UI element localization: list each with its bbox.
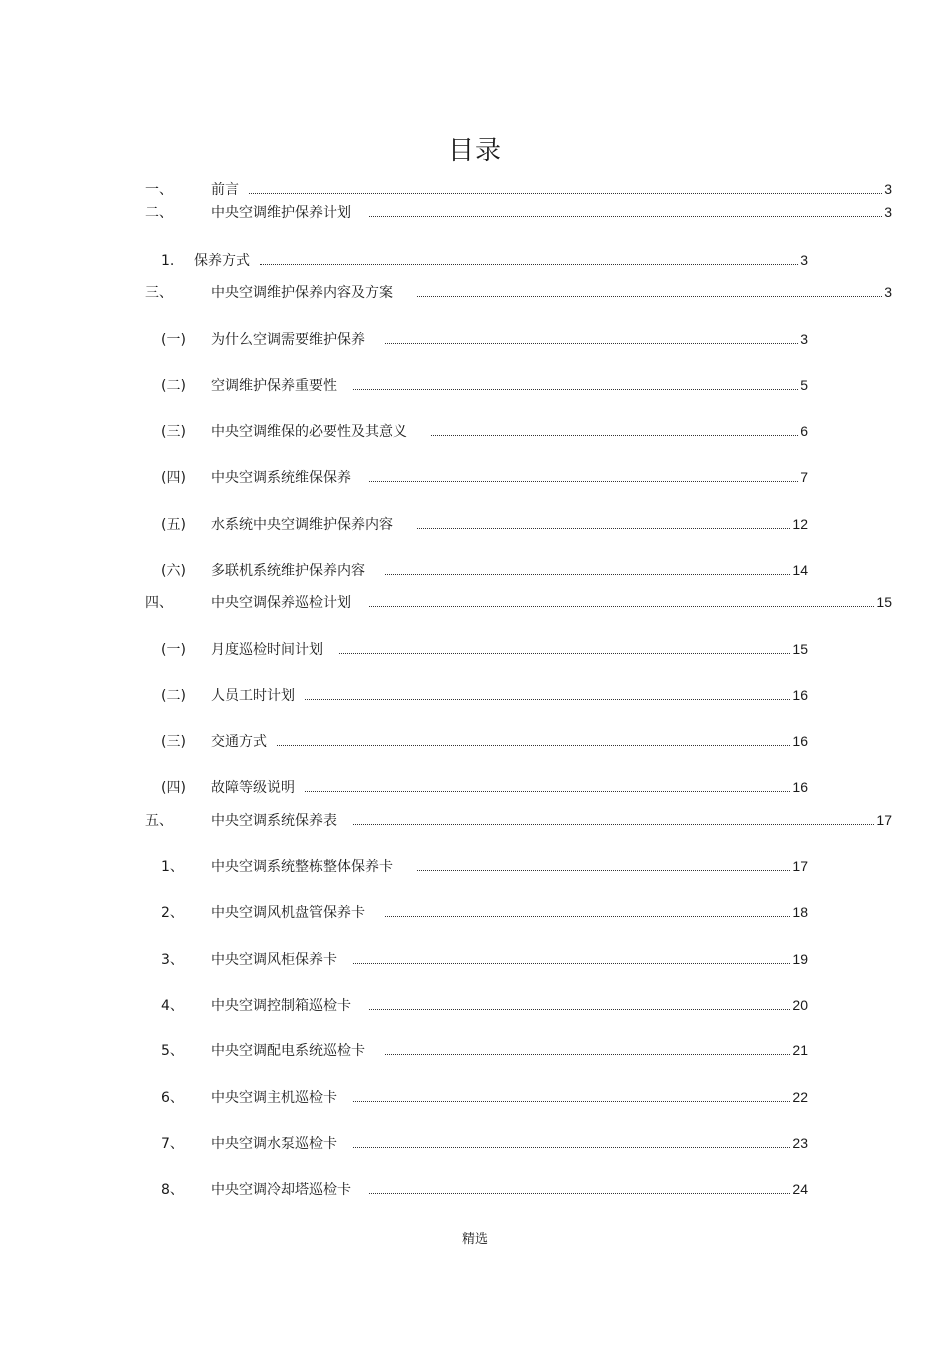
toc-leader	[249, 179, 882, 194]
toc-label: 前言	[211, 182, 239, 198]
toc-page: 5	[800, 377, 808, 393]
toc-leader	[431, 421, 798, 436]
toc-number: 四、	[145, 595, 173, 611]
toc-leader	[305, 685, 790, 700]
toc-leader	[353, 1087, 790, 1102]
toc-leader	[385, 329, 798, 344]
toc-number: 1.	[161, 253, 175, 269]
toc-leader	[369, 1179, 790, 1194]
toc-label: 中央空调配电系统巡检卡	[211, 1043, 365, 1059]
toc-entry[interactable]	[161, 1133, 808, 1153]
toc-page: 3	[884, 284, 892, 300]
toc-entry[interactable]	[161, 949, 808, 969]
toc-leader	[260, 250, 798, 265]
toc-number: 二、	[145, 205, 173, 221]
toc-entry[interactable]	[161, 1040, 808, 1060]
toc-label: 保养方式	[194, 253, 250, 269]
toc-number: 8、	[161, 1182, 184, 1198]
toc-entry[interactable]	[161, 375, 808, 395]
toc-leader	[385, 560, 790, 575]
toc-label: 月度巡检时间计划	[211, 642, 323, 658]
toc-page: 20	[792, 997, 808, 1013]
toc-label: 中央空调主机巡检卡	[211, 1090, 337, 1106]
toc-leader	[353, 375, 798, 390]
toc-page: 19	[792, 951, 808, 967]
toc-entry[interactable]	[161, 995, 808, 1015]
toc-entry[interactable]	[161, 560, 808, 580]
toc-label: 中央空调保养巡检计划	[211, 595, 351, 611]
toc-page: 16	[792, 687, 808, 703]
toc-leader	[369, 592, 874, 607]
toc-page: 23	[792, 1135, 808, 1151]
toc-page: 3	[884, 204, 892, 220]
toc-label: 多联机系统维护保养内容	[211, 563, 365, 579]
toc-number: 1、	[161, 859, 184, 875]
toc-number: 6、	[161, 1090, 184, 1106]
toc-page: 14	[792, 562, 808, 578]
toc-page: 24	[792, 1181, 808, 1197]
toc-label: 为什么空调需要维护保养	[211, 332, 365, 348]
toc-entry[interactable]	[161, 777, 808, 797]
toc-leader	[339, 639, 790, 654]
toc-label: 交通方式	[211, 734, 267, 750]
toc-leader	[369, 995, 790, 1010]
toc-page: 18	[792, 904, 808, 920]
toc-number: (二)	[161, 378, 186, 394]
toc-number: (四)	[161, 470, 186, 486]
toc-leader	[353, 1133, 790, 1148]
toc-leader	[369, 467, 798, 482]
toc-page: 22	[792, 1089, 808, 1105]
toc-label: 空调维护保养重要性	[211, 378, 337, 394]
toc-entry[interactable]	[145, 592, 892, 612]
toc-page: 3	[884, 181, 892, 197]
toc-page: 17	[876, 812, 892, 828]
toc-entry[interactable]	[161, 1087, 808, 1107]
toc-number: 5、	[161, 1043, 184, 1059]
toc-page: 6	[800, 423, 808, 439]
toc-entry[interactable]	[145, 810, 892, 830]
toc-label: 中央空调冷却塔巡检卡	[211, 1182, 351, 1198]
toc-entry[interactable]	[145, 202, 892, 222]
toc-leader	[277, 731, 790, 746]
toc-number: 一、	[145, 182, 173, 198]
toc-entry[interactable]	[161, 856, 808, 876]
toc-number: 2、	[161, 905, 184, 921]
toc-number: 五、	[145, 813, 173, 829]
toc-label: 中央空调水泵巡检卡	[211, 1136, 337, 1152]
toc-leader	[417, 282, 882, 297]
toc-number: 三、	[145, 285, 173, 301]
toc-entry[interactable]	[161, 421, 808, 441]
toc-leader	[385, 1040, 790, 1055]
page-footer: 精选	[461, 1232, 488, 1247]
toc-page: 21	[792, 1042, 808, 1058]
toc-number: (六)	[161, 563, 186, 579]
toc-entry[interactable]	[161, 467, 808, 487]
toc-entry[interactable]	[161, 685, 808, 705]
toc-entry[interactable]	[161, 731, 808, 751]
toc-number: (二)	[161, 688, 186, 704]
toc-number: (一)	[161, 642, 186, 658]
toc-label: 水系统中央空调维护保养内容	[211, 517, 393, 533]
toc-entry[interactable]	[161, 514, 808, 534]
toc-page: 17	[792, 858, 808, 874]
toc-number: 3、	[161, 952, 184, 968]
toc-number: (一)	[161, 332, 186, 348]
toc-entry[interactable]	[145, 282, 892, 302]
toc-entry[interactable]	[161, 902, 808, 922]
toc-number: 7、	[161, 1136, 184, 1152]
toc-page: 12	[792, 516, 808, 532]
toc-leader	[385, 902, 790, 917]
toc-page: 16	[792, 779, 808, 795]
toc-number: (三)	[161, 424, 186, 440]
toc-label: 故障等级说明	[211, 780, 295, 796]
toc-number: (三)	[161, 734, 186, 750]
toc-leader	[353, 810, 874, 825]
toc-leader	[417, 856, 790, 871]
toc-label: 中央空调系统维保保养	[211, 470, 351, 486]
toc-label: 中央空调控制箱巡检卡	[211, 998, 351, 1014]
toc-page: 7	[800, 469, 808, 485]
toc-number: (四)	[161, 780, 186, 796]
toc-number: (五)	[161, 517, 186, 533]
toc-label: 人员工时计划	[211, 688, 295, 704]
toc-entry[interactable]	[161, 250, 808, 270]
toc-entry[interactable]	[161, 639, 808, 659]
toc-leader	[305, 777, 790, 792]
toc-label: 中央空调维护保养计划	[211, 205, 351, 221]
toc-page: 16	[792, 733, 808, 749]
toc-leader	[369, 202, 882, 217]
toc-number: 4、	[161, 998, 184, 1014]
toc-label: 中央空调维保的必要性及其意义	[211, 424, 407, 440]
toc-label: 中央空调维护保养内容及方案	[211, 285, 393, 301]
toc-entry[interactable]	[161, 1179, 808, 1199]
toc-label: 中央空调风机盘管保养卡	[211, 905, 365, 921]
toc-entry[interactable]	[145, 179, 892, 199]
page-title: 目录	[447, 136, 502, 166]
toc-page: 3	[800, 252, 808, 268]
toc-leader	[353, 949, 790, 964]
toc-page: 3	[800, 331, 808, 347]
toc-label: 中央空调风柜保养卡	[211, 952, 337, 968]
toc-entry[interactable]	[161, 329, 808, 349]
toc-page: 15	[876, 594, 892, 610]
toc-label: 中央空调系统保养表	[211, 813, 337, 829]
toc-leader	[417, 514, 790, 529]
toc-label: 中央空调系统整栋整体保养卡	[211, 859, 393, 875]
toc-page: 15	[792, 641, 808, 657]
